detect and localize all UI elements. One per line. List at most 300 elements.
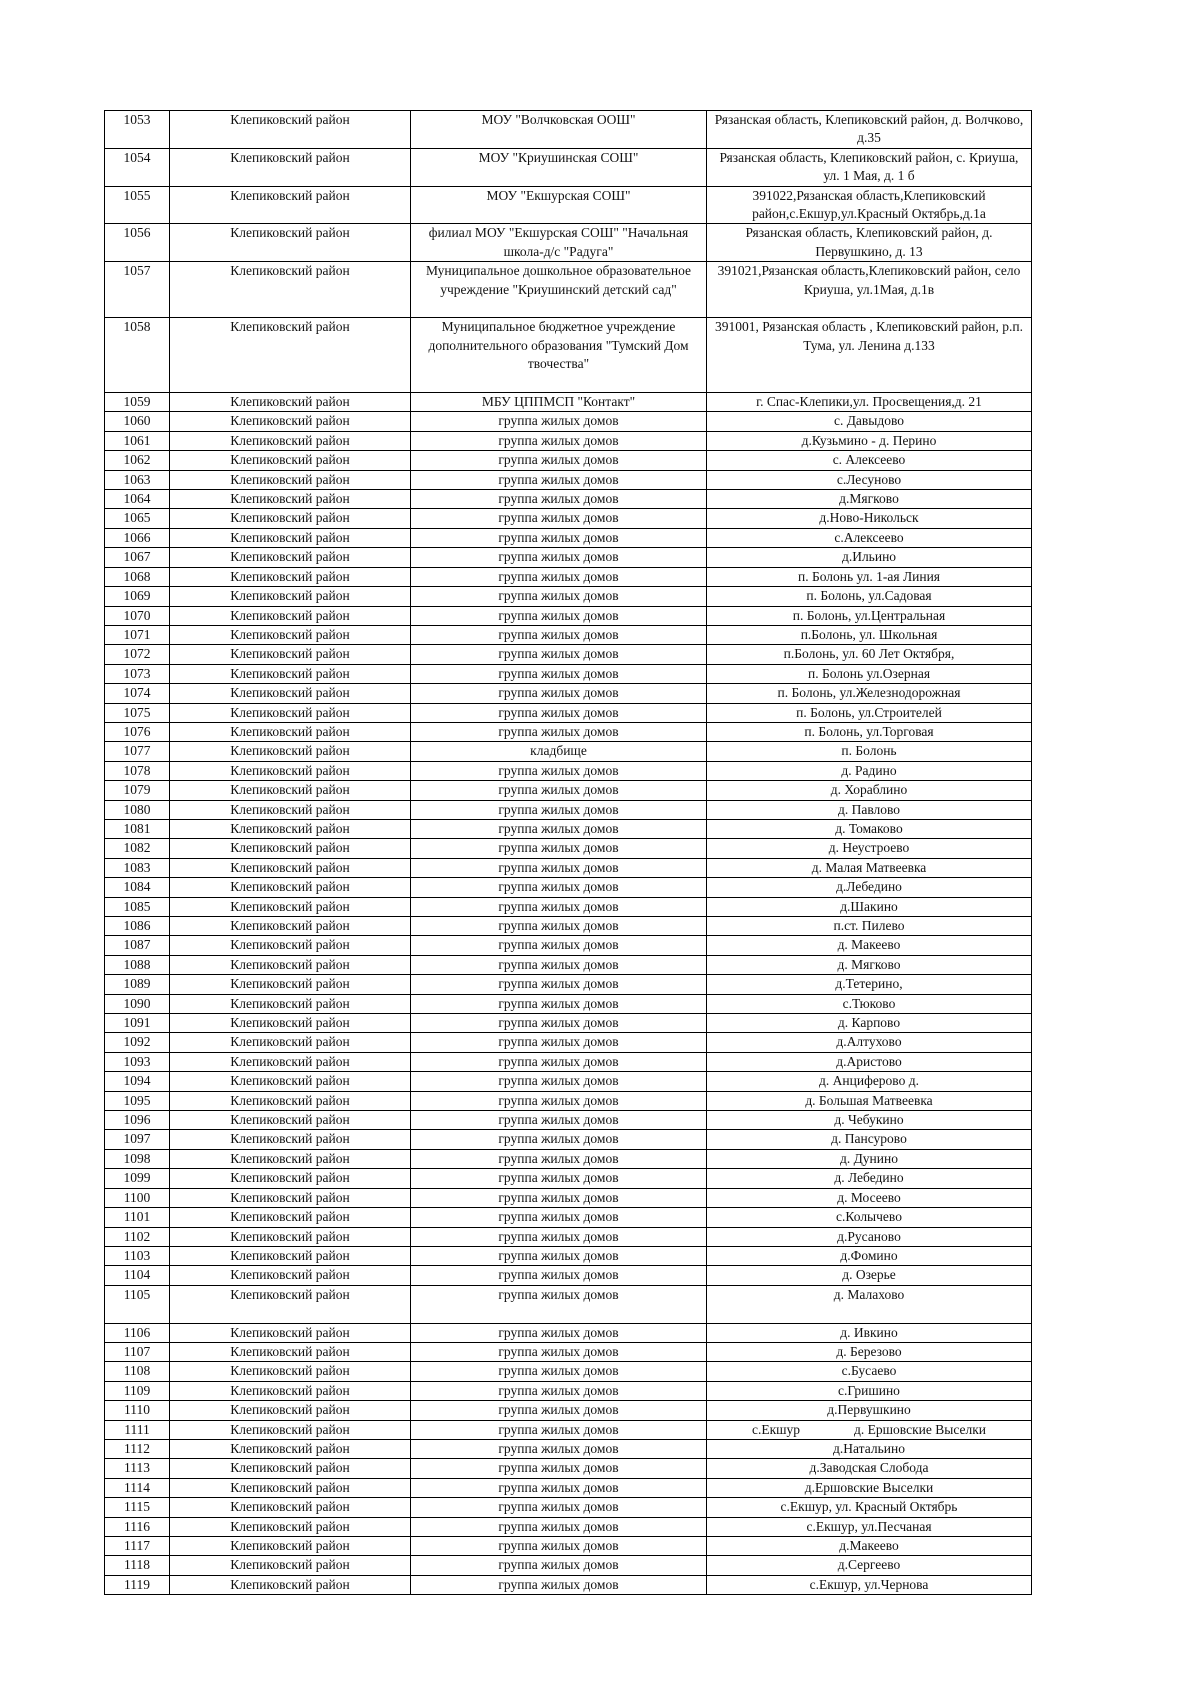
- district-cell: Клепиковский район: [170, 393, 411, 412]
- row-number-cell: 1109: [105, 1381, 170, 1400]
- object-cell: группа жилых домов: [411, 975, 707, 994]
- address-cell: д.Алтухово: [707, 1033, 1032, 1052]
- district-cell: Клепиковский район: [170, 412, 411, 431]
- district-cell: Клепиковский район: [170, 262, 411, 318]
- table-row: [105, 1498, 1032, 1517]
- address-cell: д. Мягково: [707, 955, 1032, 974]
- object-cell: кладбище: [411, 742, 707, 761]
- table-row: [105, 1362, 1032, 1381]
- object-cell: группа жилых домов: [411, 1362, 707, 1381]
- object-cell: группа жилых домов: [411, 1575, 707, 1594]
- row-number-cell: 1064: [105, 490, 170, 509]
- object-cell: группа жилых домов: [411, 684, 707, 703]
- district-cell: Клепиковский район: [170, 1072, 411, 1091]
- address-cell: д. Мосеево: [707, 1188, 1032, 1207]
- table-row: [105, 1575, 1032, 1594]
- row-number-cell: 1055: [105, 186, 170, 224]
- object-cell: группа жилых домов: [411, 1052, 707, 1071]
- table-row: [105, 1130, 1032, 1149]
- district-cell: Клепиковский район: [170, 994, 411, 1013]
- table-row: [105, 1052, 1032, 1071]
- district-cell: Клепиковский район: [170, 111, 411, 149]
- address-cell: п.Болонь, ул. Школьная: [707, 625, 1032, 644]
- district-cell: Клепиковский район: [170, 1439, 411, 1458]
- address-cell: д.Макеево: [707, 1536, 1032, 1555]
- district-cell: Клепиковский район: [170, 186, 411, 224]
- district-cell: Клепиковский район: [170, 509, 411, 528]
- object-cell: группа жилых домов: [411, 470, 707, 489]
- row-number-cell: 1089: [105, 975, 170, 994]
- row-number-cell: 1053: [105, 111, 170, 149]
- district-cell: Клепиковский район: [170, 1459, 411, 1478]
- district-cell: Клепиковский район: [170, 722, 411, 741]
- row-number-cell: 1098: [105, 1149, 170, 1168]
- address-cell: д. Озерье: [707, 1266, 1032, 1285]
- table-row: [105, 1323, 1032, 1342]
- object-cell: группа жилых домов: [411, 1517, 707, 1536]
- district-cell: Клепиковский район: [170, 528, 411, 547]
- table-row: [105, 148, 1032, 186]
- object-cell: группа жилых домов: [411, 722, 707, 741]
- row-number-cell: 1115: [105, 1498, 170, 1517]
- object-cell: группа жилых домов: [411, 1188, 707, 1207]
- table-row: [105, 1246, 1032, 1265]
- table-row: [105, 186, 1032, 224]
- object-cell: группа жилых домов: [411, 839, 707, 858]
- object-cell: группа жилых домов: [411, 1478, 707, 1497]
- address-cell: д.Сергеево: [707, 1556, 1032, 1575]
- object-cell: группа жилых домов: [411, 1381, 707, 1400]
- address-cell: п. Болонь, ул.Центральная: [707, 606, 1032, 625]
- object-cell: группа жилых домов: [411, 936, 707, 955]
- row-number-cell: 1059: [105, 393, 170, 412]
- object-cell: МОУ "Криушинская СОШ": [411, 148, 707, 186]
- address-cell: д. Ивкино: [707, 1323, 1032, 1342]
- table-row: [105, 1420, 1032, 1439]
- address-cell: с.Бусаево: [707, 1362, 1032, 1381]
- table-row: [105, 1266, 1032, 1285]
- table-row: [105, 955, 1032, 974]
- row-number-cell: 1111: [105, 1420, 170, 1439]
- address-cell: д.Ершовские Выселки: [707, 1478, 1032, 1497]
- row-number-cell: 1077: [105, 742, 170, 761]
- table-row: [105, 1091, 1032, 1110]
- table-row: [105, 878, 1032, 897]
- district-cell: Клепиковский район: [170, 606, 411, 625]
- district-cell: Клепиковский район: [170, 1149, 411, 1168]
- registry-table: [104, 110, 1032, 1595]
- row-number-cell: 1103: [105, 1246, 170, 1265]
- row-number-cell: 1084: [105, 878, 170, 897]
- object-cell: группа жилых домов: [411, 606, 707, 625]
- table-row: [105, 917, 1032, 936]
- district-cell: Клепиковский район: [170, 567, 411, 586]
- object-cell: группа жилых домов: [411, 1246, 707, 1265]
- address-cell: д. Лебедино: [707, 1169, 1032, 1188]
- row-number-cell: 1086: [105, 917, 170, 936]
- object-cell: группа жилых домов: [411, 1208, 707, 1227]
- object-cell: группа жилых домов: [411, 490, 707, 509]
- row-number-cell: 1070: [105, 606, 170, 625]
- table-row: [105, 224, 1032, 262]
- object-cell: группа жилых домов: [411, 955, 707, 974]
- object-cell: группа жилых домов: [411, 528, 707, 547]
- table-row: [105, 1014, 1032, 1033]
- address-cell: д.Русаново: [707, 1227, 1032, 1246]
- object-cell: группа жилых домов: [411, 917, 707, 936]
- district-cell: Клепиковский район: [170, 1420, 411, 1439]
- address-cell: с.Тюково: [707, 994, 1032, 1013]
- table-row: [105, 587, 1032, 606]
- address-cell: с.Алексеево: [707, 528, 1032, 547]
- district-cell: Клепиковский район: [170, 1285, 411, 1323]
- district-cell: Клепиковский район: [170, 1401, 411, 1420]
- row-number-cell: 1054: [105, 148, 170, 186]
- address-cell: 391022,Рязанская область,Клепиковский район,с.Екшур,ул.Красный Октябрь,д.1а: [707, 186, 1032, 224]
- district-cell: Клепиковский район: [170, 955, 411, 974]
- row-number-cell: 1113: [105, 1459, 170, 1478]
- district-cell: Клепиковский район: [170, 858, 411, 877]
- district-cell: Клепиковский район: [170, 548, 411, 567]
- row-number-cell: 1071: [105, 625, 170, 644]
- table-row: [105, 897, 1032, 916]
- row-number-cell: 1095: [105, 1091, 170, 1110]
- district-cell: Клепиковский район: [170, 1323, 411, 1342]
- row-number-cell: 1116: [105, 1517, 170, 1536]
- row-number-cell: 1108: [105, 1362, 170, 1381]
- district-cell: Клепиковский район: [170, 1208, 411, 1227]
- address-cell: д.Натальино: [707, 1439, 1032, 1458]
- district-cell: Клепиковский район: [170, 936, 411, 955]
- address-cell: д. Карпово: [707, 1014, 1032, 1033]
- address-cell: с.Колычево: [707, 1208, 1032, 1227]
- district-cell: Клепиковский район: [170, 1130, 411, 1149]
- registry-table-body: [105, 111, 1032, 1595]
- object-cell: группа жилых домов: [411, 1420, 707, 1439]
- table-row: [105, 1342, 1032, 1361]
- address-cell: д.Шакино: [707, 897, 1032, 916]
- table-row: [105, 509, 1032, 528]
- object-cell: группа жилых домов: [411, 1091, 707, 1110]
- address-cell: Рязанская область, Клепиковский район, д. Волчково, д.35: [707, 111, 1032, 149]
- address-cell: с.Екшур, ул.Песчаная: [707, 1517, 1032, 1536]
- row-number-cell: 1081: [105, 819, 170, 838]
- row-number-cell: 1096: [105, 1111, 170, 1130]
- table-row: [105, 1285, 1032, 1323]
- district-cell: Клепиковский район: [170, 664, 411, 683]
- address-cell: д.Тетерино,: [707, 975, 1032, 994]
- table-row: [105, 490, 1032, 509]
- row-number-cell: 1105: [105, 1285, 170, 1323]
- object-cell: МОУ "Волчковская ООШ": [411, 111, 707, 149]
- district-cell: Клепиковский район: [170, 1478, 411, 1497]
- district-cell: Клепиковский район: [170, 917, 411, 936]
- district-cell: Клепиковский район: [170, 1052, 411, 1071]
- object-cell: группа жилых домов: [411, 1130, 707, 1149]
- table-row: [105, 1459, 1032, 1478]
- object-cell: группа жилых домов: [411, 1033, 707, 1052]
- object-cell: группа жилых домов: [411, 1111, 707, 1130]
- object-cell: группа жилых домов: [411, 800, 707, 819]
- district-cell: Клепиковский район: [170, 1091, 411, 1110]
- row-number-cell: 1057: [105, 262, 170, 318]
- table-row: [105, 839, 1032, 858]
- district-cell: Клепиковский район: [170, 1266, 411, 1285]
- object-cell: группа жилых домов: [411, 1014, 707, 1033]
- table-row: [105, 1188, 1032, 1207]
- row-number-cell: 1087: [105, 936, 170, 955]
- address-cell: д. Чебукино: [707, 1111, 1032, 1130]
- object-cell: группа жилых домов: [411, 1498, 707, 1517]
- table-row: [105, 1536, 1032, 1555]
- district-cell: Клепиковский район: [170, 800, 411, 819]
- object-cell: группа жилых домов: [411, 587, 707, 606]
- object-cell: группа жилых домов: [411, 1072, 707, 1091]
- district-cell: Клепиковский район: [170, 742, 411, 761]
- row-number-cell: 1110: [105, 1401, 170, 1420]
- district-cell: Клепиковский район: [170, 224, 411, 262]
- row-number-cell: 1075: [105, 703, 170, 722]
- row-number-cell: 1088: [105, 955, 170, 974]
- address-cell: д. Анциферово д.: [707, 1072, 1032, 1091]
- object-cell: филиал МОУ "Екшурская СОШ" "Начальная школа-д/с "Радуга": [411, 224, 707, 262]
- row-number-cell: 1085: [105, 897, 170, 916]
- object-cell: группа жилых домов: [411, 625, 707, 644]
- object-cell: группа жилых домов: [411, 645, 707, 664]
- table-row: [105, 1111, 1032, 1130]
- row-number-cell: 1082: [105, 839, 170, 858]
- district-cell: Клепиковский район: [170, 318, 411, 393]
- district-cell: Клепиковский район: [170, 897, 411, 916]
- table-row: [105, 742, 1032, 761]
- row-number-cell: 1063: [105, 470, 170, 489]
- table-row: [105, 111, 1032, 149]
- address-cell: г. Спас-Клепики,ул. Просвещения,д. 21: [707, 393, 1032, 412]
- address-cell: д.Заводская Слобода: [707, 1459, 1032, 1478]
- table-row: [105, 1149, 1032, 1168]
- table-row: [105, 625, 1032, 644]
- address-cell: Рязанская область, Клепиковский район, с. Криуша, ул. 1 Мая, д. 1 б: [707, 148, 1032, 186]
- object-cell: группа жилых домов: [411, 412, 707, 431]
- table-row: [105, 936, 1032, 955]
- row-number-cell: 1060: [105, 412, 170, 431]
- district-cell: Клепиковский район: [170, 148, 411, 186]
- row-number-cell: 1112: [105, 1439, 170, 1458]
- row-number-cell: 1094: [105, 1072, 170, 1091]
- row-number-cell: 1091: [105, 1014, 170, 1033]
- table-row: [105, 761, 1032, 780]
- district-cell: Клепиковский район: [170, 1246, 411, 1265]
- district-cell: Клепиковский район: [170, 839, 411, 858]
- row-number-cell: 1069: [105, 587, 170, 606]
- table-row: [105, 528, 1032, 547]
- address-cell: с.Екшур д. Ершовские Выселки: [707, 1420, 1032, 1439]
- row-number-cell: 1072: [105, 645, 170, 664]
- object-cell: группа жилых домов: [411, 1439, 707, 1458]
- address-cell: д. Макеево: [707, 936, 1032, 955]
- object-cell: группа жилых домов: [411, 1401, 707, 1420]
- row-number-cell: 1092: [105, 1033, 170, 1052]
- address-cell: с.Лесуново: [707, 470, 1032, 489]
- table-row: [105, 1072, 1032, 1091]
- address-cell: д. Большая Матвеевка: [707, 1091, 1032, 1110]
- address-cell: с. Алексеево: [707, 451, 1032, 470]
- row-number-cell: 1080: [105, 800, 170, 819]
- address-cell: 391021,Рязанская область,Клепиковский район, село Криуша, ул.1Мая, д.1в: [707, 262, 1032, 318]
- row-number-cell: 1100: [105, 1188, 170, 1207]
- object-cell: МОУ "Екшурская СОШ": [411, 186, 707, 224]
- table-row: [105, 262, 1032, 318]
- address-cell: д. Радино: [707, 761, 1032, 780]
- table-row: [105, 1033, 1032, 1052]
- object-cell: группа жилых домов: [411, 1342, 707, 1361]
- table-row: [105, 431, 1032, 450]
- district-cell: Клепиковский район: [170, 470, 411, 489]
- row-number-cell: 1079: [105, 781, 170, 800]
- object-cell: группа жилых домов: [411, 1169, 707, 1188]
- object-cell: группа жилых домов: [411, 548, 707, 567]
- table-row: [105, 858, 1032, 877]
- address-cell: с.Екшур, ул.Чернова: [707, 1575, 1032, 1594]
- row-number-cell: 1104: [105, 1266, 170, 1285]
- district-cell: Клепиковский район: [170, 625, 411, 644]
- address-cell: д.Первушкино: [707, 1401, 1032, 1420]
- district-cell: Клепиковский район: [170, 781, 411, 800]
- district-cell: Клепиковский район: [170, 490, 411, 509]
- table-row: [105, 1401, 1032, 1420]
- address-cell: д. Томаково: [707, 819, 1032, 838]
- address-cell: д. Березово: [707, 1342, 1032, 1361]
- address-cell: д.Кузьмино - д. Перино: [707, 431, 1032, 450]
- object-cell: группа жилых домов: [411, 994, 707, 1013]
- district-cell: Клепиковский район: [170, 431, 411, 450]
- address-cell: п. Болонь ул. 1-ая Линия: [707, 567, 1032, 586]
- object-cell: группа жилых домов: [411, 567, 707, 586]
- table-row: [105, 412, 1032, 431]
- address-cell: п.ст. Пилево: [707, 917, 1032, 936]
- district-cell: Клепиковский район: [170, 1014, 411, 1033]
- table-row: [105, 1208, 1032, 1227]
- row-number-cell: 1099: [105, 1169, 170, 1188]
- district-cell: Клепиковский район: [170, 819, 411, 838]
- object-cell: группа жилых домов: [411, 509, 707, 528]
- object-cell: группа жилых домов: [411, 1459, 707, 1478]
- table-row: [105, 1439, 1032, 1458]
- address-cell: д.Фомино: [707, 1246, 1032, 1265]
- row-number-cell: 1076: [105, 722, 170, 741]
- address-cell: д. Хораблино: [707, 781, 1032, 800]
- table-row: [105, 548, 1032, 567]
- table-row: [105, 318, 1032, 393]
- row-number-cell: 1073: [105, 664, 170, 683]
- row-number-cell: 1068: [105, 567, 170, 586]
- district-cell: Клепиковский район: [170, 1381, 411, 1400]
- address-cell: п. Болонь, ул.Садовая: [707, 587, 1032, 606]
- object-cell: группа жилых домов: [411, 819, 707, 838]
- row-number-cell: 1074: [105, 684, 170, 703]
- address-cell: д. Павлово: [707, 800, 1032, 819]
- address-cell: Рязанская область, Клепиковский район, д. Первушкино, д. 13: [707, 224, 1032, 262]
- address-cell: д. Неустроево: [707, 839, 1032, 858]
- table-row: [105, 645, 1032, 664]
- table-row: [105, 800, 1032, 819]
- object-cell: группа жилых домов: [411, 761, 707, 780]
- object-cell: Муниципальное дошкольное образовательное учреждение "Криушинский детский сад": [411, 262, 707, 318]
- table-row: [105, 1556, 1032, 1575]
- object-cell: группа жилых домов: [411, 664, 707, 683]
- object-cell: Муниципальное бюджетное учреждение дополнительного образования "Тумский Дом твочества": [411, 318, 707, 393]
- object-cell: группа жилых домов: [411, 1266, 707, 1285]
- row-number-cell: 1061: [105, 431, 170, 450]
- row-number-cell: 1066: [105, 528, 170, 547]
- object-cell: группа жилых домов: [411, 451, 707, 470]
- row-number-cell: 1119: [105, 1575, 170, 1594]
- district-cell: Клепиковский район: [170, 1111, 411, 1130]
- table-row: [105, 1381, 1032, 1400]
- address-cell: п. Болонь, ул.Железнодорожная: [707, 684, 1032, 703]
- address-cell: с.Екшур, ул. Красный Октябрь: [707, 1498, 1032, 1517]
- table-row: [105, 470, 1032, 489]
- district-cell: Клепиковский район: [170, 645, 411, 664]
- object-cell: МБУ ЦППМСП "Контакт": [411, 393, 707, 412]
- row-number-cell: 1090: [105, 994, 170, 1013]
- district-cell: Клепиковский район: [170, 1188, 411, 1207]
- address-cell: д. Дунино: [707, 1149, 1032, 1168]
- district-cell: Клепиковский район: [170, 1498, 411, 1517]
- table-row: [105, 567, 1032, 586]
- object-cell: группа жилых домов: [411, 858, 707, 877]
- address-cell: 391001, Рязанская область , Клепиковский район, р.п. Тума, ул. Ленина д.133: [707, 318, 1032, 393]
- row-number-cell: 1065: [105, 509, 170, 528]
- object-cell: группа жилых домов: [411, 1227, 707, 1246]
- table-row: [105, 684, 1032, 703]
- district-cell: Клепиковский район: [170, 451, 411, 470]
- district-cell: Клепиковский район: [170, 1556, 411, 1575]
- address-cell: п.Болонь, ул. 60 Лет Октября,: [707, 645, 1032, 664]
- row-number-cell: 1058: [105, 318, 170, 393]
- address-cell: д.Аристово: [707, 1052, 1032, 1071]
- row-number-cell: 1062: [105, 451, 170, 470]
- address-cell: п. Болонь, ул.Торговая: [707, 722, 1032, 741]
- district-cell: Клепиковский район: [170, 1575, 411, 1594]
- table-row: [105, 451, 1032, 470]
- table-row: [105, 1169, 1032, 1188]
- district-cell: Клепиковский район: [170, 1227, 411, 1246]
- district-cell: Клепиковский район: [170, 878, 411, 897]
- address-cell: с.Гришино: [707, 1381, 1032, 1400]
- table-row: [105, 781, 1032, 800]
- district-cell: Клепиковский район: [170, 587, 411, 606]
- table-row: [105, 393, 1032, 412]
- table-row: [105, 1517, 1032, 1536]
- object-cell: группа жилых домов: [411, 1285, 707, 1323]
- district-cell: Клепиковский район: [170, 975, 411, 994]
- object-cell: группа жилых домов: [411, 703, 707, 722]
- object-cell: группа жилых домов: [411, 1323, 707, 1342]
- table-row: [105, 1478, 1032, 1497]
- table-row: [105, 975, 1032, 994]
- object-cell: группа жилых домов: [411, 878, 707, 897]
- address-cell: д.Лебедино: [707, 878, 1032, 897]
- row-number-cell: 1101: [105, 1208, 170, 1227]
- row-number-cell: 1114: [105, 1478, 170, 1497]
- address-cell: д.Ново-Никольск: [707, 509, 1032, 528]
- object-cell: группа жилых домов: [411, 1556, 707, 1575]
- table-row: [105, 1227, 1032, 1246]
- district-cell: Клепиковский район: [170, 703, 411, 722]
- table-row: [105, 819, 1032, 838]
- object-cell: группа жилых домов: [411, 897, 707, 916]
